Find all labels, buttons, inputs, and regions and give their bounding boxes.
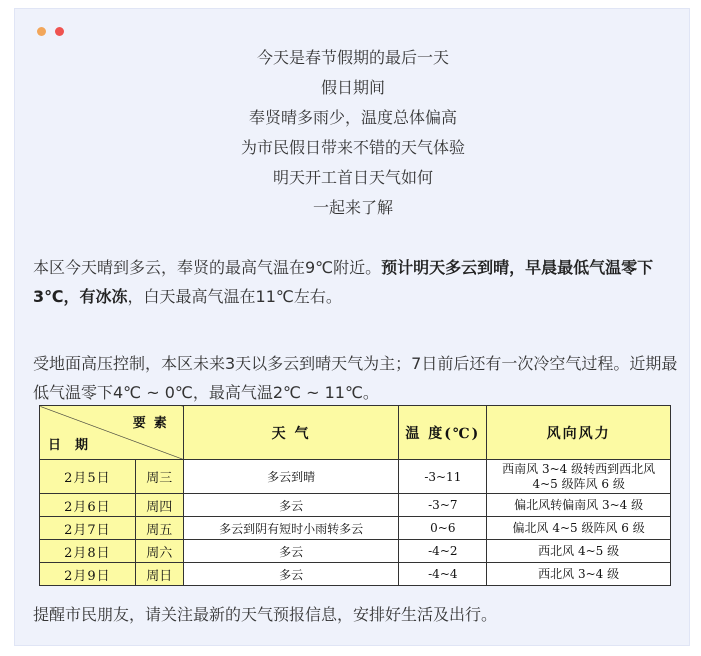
table-corner (40, 406, 184, 460)
row-wind: 西北风 3~4 级 (487, 563, 671, 586)
row-date: 2月8日 (40, 540, 136, 563)
row-weekday: 周日 (135, 563, 183, 586)
intro-line: 明天开工首日天气如何 (272, 168, 433, 187)
row-temp: -4~4 (399, 563, 487, 586)
table-row (40, 540, 671, 563)
corner-date-label: 日期 (48, 438, 103, 453)
row-weather: 多云 (183, 494, 399, 517)
article-card (14, 8, 690, 646)
row-wind: 偏北风转偏南风 3~4 级 (487, 494, 671, 517)
row-temp: -3~7 (399, 494, 487, 517)
row-weekday: 周五 (135, 517, 183, 540)
row-date: 2月5日 (40, 460, 136, 494)
intro-line: 奉贤晴多雨少，温度总体偏高 (248, 108, 457, 127)
window-dots (37, 21, 68, 40)
row-weekday: 周三 (135, 460, 183, 494)
row-temp: 0~6 (399, 517, 487, 540)
forecast-text-end: ，白天最高气温在11℃左右。 (127, 287, 342, 306)
header-wind: 风向风力 (487, 406, 671, 460)
row-wind: 偏北风 4~5 级阵风 6 级 (487, 517, 671, 540)
table-row (40, 517, 671, 540)
row-weekday: 周四 (135, 494, 183, 517)
row-temp: -4~2 (399, 540, 487, 563)
row-wind: 西南风 3~4 级转西到西北风 4~5 级阵风 6 级 (487, 460, 671, 494)
row-weather: 多云到阴有短时小雨转多云 (183, 517, 399, 540)
table-row (40, 460, 671, 494)
red-dot-icon (55, 27, 64, 36)
intro-block (15, 43, 691, 223)
forecast-highlight: 预计明天多云到晴，早晨最低气温零下3℃，有冰冻 (33, 258, 654, 306)
row-weather: 多云到晴 (183, 460, 399, 494)
weather-table (39, 405, 671, 586)
row-weather: 多云 (183, 540, 399, 563)
table-row (40, 563, 671, 586)
row-date: 2月6日 (40, 494, 136, 517)
row-weather: 多云 (183, 563, 399, 586)
row-wind: 西北风 4~5 级 (487, 540, 671, 563)
header-temp: 温 度(℃) (399, 406, 487, 460)
intro-line: 一起来了解 (312, 198, 393, 217)
intro-line: 假日期间 (320, 78, 385, 97)
forecast-paragraph (33, 253, 683, 311)
orange-dot-icon (37, 27, 46, 36)
intro-line: 为市民假日带来不错的天气体验 (240, 138, 465, 157)
intro-line: 今天是春节假期的最后一天 (256, 48, 449, 67)
forecast-text: 本区今天晴到多云，奉贤的最高气温在9℃附近。 (33, 258, 382, 277)
corner-elements-label: 要素 (132, 416, 175, 431)
table-row (40, 494, 671, 517)
row-date: 2月7日 (40, 517, 136, 540)
header-weather: 天 气 (183, 406, 399, 460)
outlook-paragraph: 受地面高压控制，本区未来3天以多云到晴天气为主；7日前后还有一次冷空气过程。近期最低气温零下4℃ ~ 0℃，最高气温2℃ ~ 11℃。 (33, 354, 678, 402)
row-weekday: 周六 (135, 540, 183, 563)
reminder-paragraph: 提醒市民朋友，请关注最新的天气预报信息，安排好生活及出行。 (33, 605, 498, 624)
row-date: 2月9日 (40, 563, 136, 586)
row-temp: -3~11 (399, 460, 487, 494)
